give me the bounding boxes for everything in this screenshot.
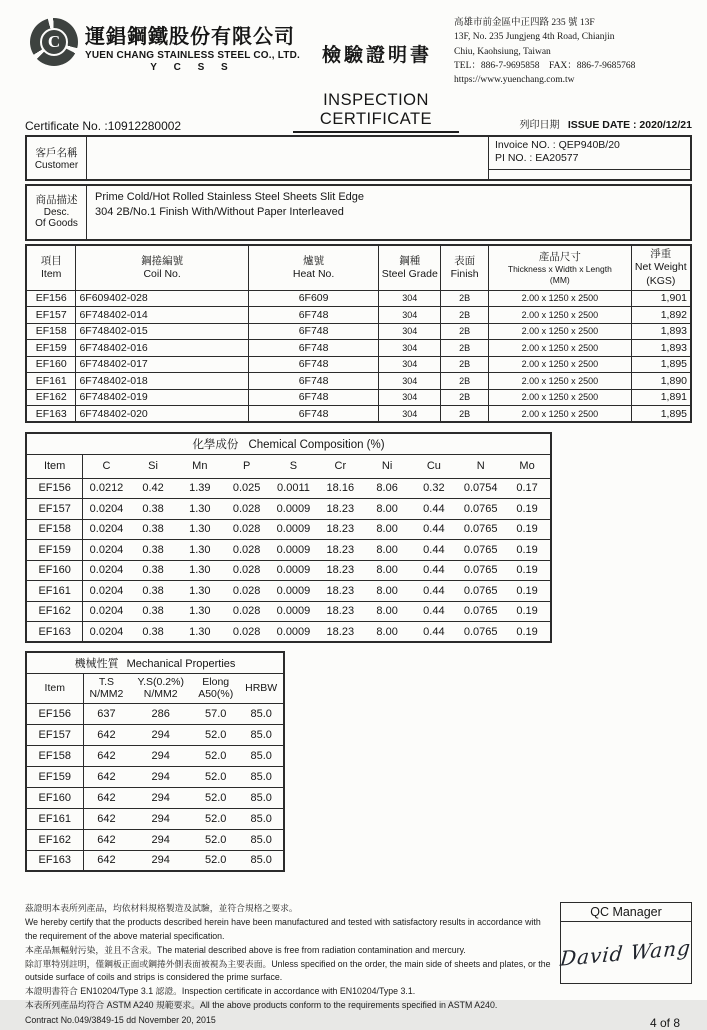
invoice-cell [488, 137, 690, 179]
note-line: 茲證明本表所列產品，均依材料規格製造及試驗，並符合規格之要求。 [25, 903, 298, 914]
table-cell: 294 [129, 745, 192, 766]
mechanical-properties-table [25, 651, 285, 872]
table-cell: 0.19 [504, 519, 551, 540]
company-name-cn: 運錩鋼鐵股份有限公司 [85, 26, 295, 48]
chem-col-cr: Cr [317, 454, 364, 478]
table-cell: 0.44 [411, 601, 458, 622]
goods-line1: Prime Cold/Hot Rolled Stainless Steel Sheets Slit Edge [95, 191, 365, 204]
table-cell: EF158 [26, 745, 83, 766]
table-cell: EF156 [26, 703, 83, 724]
table-cell: 1.30 [176, 601, 223, 622]
table-cell: 642 [83, 808, 129, 829]
chem-col-ni: Ni [364, 454, 411, 478]
customer-value [87, 137, 488, 179]
table-row [26, 323, 691, 340]
table-cell: 8.00 [364, 540, 411, 561]
table-cell: 2B [441, 406, 489, 423]
chemical-table-body [26, 478, 551, 642]
table-cell: 2B [441, 389, 489, 406]
certificate-number: Certificate No. :10912280002 [25, 119, 182, 134]
table-cell: 1.30 [176, 499, 223, 520]
table-cell: 294 [129, 829, 192, 850]
table-cell: 85.0 [239, 745, 284, 766]
table-cell: 304 [379, 323, 441, 340]
table-cell: 6F748402-018 [76, 373, 248, 390]
table-cell: 2B [441, 307, 489, 324]
mechanical-table-title: 機械性質 Mechanical Properties [26, 652, 284, 673]
note-line: 本產品無輻射污染，並且不含汞。The material described above is free from radiation contamination and mercury. [25, 944, 466, 955]
table-cell: 0.44 [411, 622, 458, 643]
table-cell: EF161 [26, 808, 83, 829]
goods-label-cn: 商品描述 [35, 194, 78, 207]
issue-date-value: ISSUE DATE : 2020/12/21 [567, 119, 692, 132]
company-name-en: YUEN CHANG STAINLESS STEEL CO., LTD. [85, 50, 300, 61]
table-cell: EF159 [26, 340, 76, 357]
customer-info-box [25, 135, 692, 181]
note-line: Contract No.049/3849-15 dd November 20, 2015 [25, 1014, 216, 1025]
product-table [25, 244, 692, 423]
table-cell: 2B [441, 340, 489, 357]
table-cell: EF159 [26, 540, 83, 561]
table-cell: 294 [129, 808, 192, 829]
table-cell: 18.23 [317, 581, 364, 602]
table-cell: 6F748 [248, 389, 379, 406]
table-cell: 0.42 [130, 478, 177, 499]
chemical-table-header [26, 433, 551, 478]
table-cell: 0.028 [223, 499, 270, 520]
table-cell: 57.0 [192, 703, 239, 724]
mechanical-table-header [26, 652, 284, 703]
table-cell: 0.0765 [457, 540, 504, 561]
table-cell: 294 [129, 766, 192, 787]
customer-label-cn: 客戶名稱 [35, 147, 78, 160]
table-cell: 0.38 [130, 581, 177, 602]
table-cell: 0.38 [130, 560, 177, 581]
table-cell: 0.028 [223, 601, 270, 622]
table-cell: 642 [83, 850, 129, 871]
company-logo-block [30, 12, 300, 73]
table-cell: 642 [83, 745, 129, 766]
table-cell: 85.0 [239, 808, 284, 829]
table-cell: 6F748402-014 [76, 307, 248, 324]
table-cell: 6F748402-019 [76, 389, 248, 406]
table-cell: 18.23 [317, 601, 364, 622]
goods-description-text [87, 186, 690, 239]
qc-signature: David Wang [559, 934, 693, 971]
table-cell: 18.23 [317, 540, 364, 561]
address-en-line2: Chiu, Kaohsiung, Taiwan [454, 46, 551, 57]
table-cell: 2.00 x 1250 x 2500 [489, 373, 631, 390]
table-row [26, 622, 551, 643]
table-cell: 0.38 [130, 622, 177, 643]
table-cell: 0.0765 [457, 519, 504, 540]
chem-col-n: N [457, 454, 504, 478]
table-row [26, 766, 284, 787]
chem-col-item: Item [26, 454, 83, 478]
document-title-en: INSPECTION CERTIFICATE [293, 91, 459, 133]
customer-label [27, 137, 87, 179]
table-cell: EF160 [26, 560, 83, 581]
table-cell: 642 [83, 724, 129, 745]
table-cell: 6F748 [248, 323, 379, 340]
table-cell: 6F748 [248, 356, 379, 373]
table-cell: EF159 [26, 766, 83, 787]
table-cell: 1.39 [176, 478, 223, 499]
table-row [26, 540, 551, 561]
table-cell: 0.0009 [270, 601, 317, 622]
table-cell: 0.44 [411, 560, 458, 581]
table-cell: 0.0212 [83, 478, 130, 499]
table-cell: EF163 [26, 850, 83, 871]
table-cell: 0.028 [223, 519, 270, 540]
table-cell: 2B [441, 373, 489, 390]
table-row [26, 601, 551, 622]
table-cell: 6F748402-015 [76, 323, 248, 340]
chemical-table-title: 化學成份 Chemical Composition (%) [26, 433, 551, 454]
table-row [26, 478, 551, 499]
col-dimensions: 產品尺寸 Thickness x Width x Length (MM) [489, 245, 631, 290]
table-cell: 52.0 [192, 787, 239, 808]
table-row [26, 703, 284, 724]
table-row [26, 356, 691, 373]
table-cell: 8.00 [364, 560, 411, 581]
table-cell: 1.30 [176, 622, 223, 643]
table-cell: 642 [83, 766, 129, 787]
table-cell: 0.0204 [83, 581, 130, 602]
table-cell: EF161 [26, 581, 83, 602]
table-cell: 8.00 [364, 581, 411, 602]
table-cell: 6F748 [248, 406, 379, 423]
note-line: 除訂單特別註明，僅鋼板正面或鋼捲外側表面被視為主要表面。Unless specified on the order, the main side of sheets and plates, or the outside surface of coils and strips is considered the prime surface. [25, 958, 551, 983]
table-row [26, 829, 284, 850]
mech-col-item: Item [26, 673, 83, 703]
table-cell: 0.19 [504, 581, 551, 602]
table-cell: 0.19 [504, 622, 551, 643]
certificate-line [25, 91, 692, 133]
table-cell: 18.23 [317, 519, 364, 540]
table-cell: 0.025 [223, 478, 270, 499]
table-cell: 0.38 [130, 601, 177, 622]
table-row [26, 519, 551, 540]
table-cell: 85.0 [239, 829, 284, 850]
footer [25, 902, 692, 1030]
table-row [26, 307, 691, 324]
mech-col-ys: Y.S(0.2%) N/MM2 [129, 673, 192, 703]
table-cell: 0.0765 [457, 601, 504, 622]
table-cell: 1,893 [631, 340, 691, 357]
table-cell: 0.0765 [457, 622, 504, 643]
chem-col-mo: Mo [504, 454, 551, 478]
table-cell: 1.30 [176, 540, 223, 561]
table-cell: 637 [83, 703, 129, 724]
col-net-weight: 淨重 Net Weight (KGS) [631, 245, 691, 290]
document-header [25, 12, 692, 87]
table-cell: 0.44 [411, 581, 458, 602]
table-cell: 0.19 [504, 560, 551, 581]
table-row [26, 745, 284, 766]
table-cell: 8.06 [364, 478, 411, 499]
table-cell: 85.0 [239, 703, 284, 724]
table-cell: EF162 [26, 829, 83, 850]
table-cell: 0.19 [504, 601, 551, 622]
address-en-line1: 13F, No. 235 Jungjeng 4th Road, Chianjin [454, 32, 615, 43]
table-cell: 304 [379, 406, 441, 423]
company-abbreviation: Y C S S [150, 62, 235, 73]
table-cell: 0.44 [411, 499, 458, 520]
address-cn: 高雄市前金區中正四路 235 號 13F [454, 18, 595, 28]
mech-col-hrbw: HRBW [239, 673, 284, 703]
table-cell: 2B [441, 356, 489, 373]
table-cell: 2.00 x 1250 x 2500 [489, 290, 631, 307]
table-cell: 642 [83, 787, 129, 808]
col-item: 項目 Item [26, 245, 76, 290]
table-cell: 2B [441, 323, 489, 340]
note-line: 本表所列產品均符合 ASTM A240 規範要求。All the above products conform to the requirements specified in ASTM A240. [25, 1000, 498, 1011]
table-cell: 304 [379, 307, 441, 324]
table-cell: 2B [441, 290, 489, 307]
table-cell: 18.23 [317, 622, 364, 643]
table-cell: 304 [379, 340, 441, 357]
table-cell: 0.0204 [83, 540, 130, 561]
table-cell: 52.0 [192, 829, 239, 850]
table-cell: 1,892 [631, 307, 691, 324]
chem-col-cu: Cu [411, 454, 458, 478]
table-cell: 0.0204 [83, 601, 130, 622]
table-cell: 1,890 [631, 373, 691, 390]
table-cell: 1.30 [176, 519, 223, 540]
table-cell: 85.0 [239, 724, 284, 745]
table-cell: 52.0 [192, 745, 239, 766]
logo-letter: C [40, 28, 68, 56]
table-cell: 2.00 x 1250 x 2500 [489, 356, 631, 373]
col-finish: 表面 Finish [441, 245, 489, 290]
table-cell: 2.00 x 1250 x 2500 [489, 307, 631, 324]
table-row [26, 808, 284, 829]
table-cell: 52.0 [192, 766, 239, 787]
issue-date-label-cn: 列印日期 [519, 120, 560, 132]
table-cell: 1,891 [631, 389, 691, 406]
mech-col-ts: T.S N/MM2 [83, 673, 129, 703]
invoice-lines [489, 137, 690, 169]
table-row [26, 389, 691, 406]
table-cell: 18.23 [317, 560, 364, 581]
product-table-body [26, 290, 691, 422]
table-cell: 642 [83, 829, 129, 850]
page-number: 4 of 8 [649, 1016, 680, 1030]
goods-line2: 304 2B/No.1 Finish With/Without Paper Interleaved [95, 205, 344, 218]
table-cell: 0.19 [504, 540, 551, 561]
table-cell: 0.0204 [83, 499, 130, 520]
table-cell: 0.028 [223, 560, 270, 581]
table-cell: EF162 [26, 601, 83, 622]
table-cell: 8.00 [364, 519, 411, 540]
table-cell: 294 [129, 787, 192, 808]
chem-col-s: S [270, 454, 317, 478]
table-cell: 0.0011 [270, 478, 317, 499]
company-names [85, 12, 300, 73]
issue-date [467, 116, 692, 133]
table-cell: 0.0009 [270, 540, 317, 561]
goods-label-en1: Desc. [43, 207, 70, 219]
table-cell: 0.028 [223, 540, 270, 561]
table-cell: 1,895 [631, 406, 691, 423]
certification-notes [25, 902, 555, 1030]
table-cell: 6F748402-016 [76, 340, 248, 357]
table-cell: 0.0765 [457, 560, 504, 581]
table-row [26, 560, 551, 581]
note-line: We hereby certify that the products described herein have been manufactured and tested with satisfactory results in accordance with the requirement of the above material specification. [25, 917, 541, 941]
product-table-header [26, 245, 691, 290]
table-cell: 85.0 [239, 766, 284, 787]
table-cell: 304 [379, 373, 441, 390]
company-logo-icon [30, 18, 78, 66]
goods-description-box [25, 184, 692, 241]
table-cell: 0.0204 [83, 560, 130, 581]
table-cell: 85.0 [239, 787, 284, 808]
qc-signature-box [560, 922, 692, 984]
table-cell: 0.0765 [457, 499, 504, 520]
table-cell: 2.00 x 1250 x 2500 [489, 323, 631, 340]
table-cell: 0.17 [504, 478, 551, 499]
col-heat-no: 爐號 Heat No. [248, 245, 379, 290]
table-cell: EF162 [26, 389, 76, 406]
table-cell: 0.0009 [270, 499, 317, 520]
table-cell: 0.0204 [83, 519, 130, 540]
table-cell: 0.0765 [457, 581, 504, 602]
table-cell: 2.00 x 1250 x 2500 [489, 406, 631, 423]
table-cell: 2.00 x 1250 x 2500 [489, 389, 631, 406]
table-cell: 0.028 [223, 581, 270, 602]
table-row [26, 581, 551, 602]
chem-col-c: C [83, 454, 130, 478]
table-cell: EF163 [26, 622, 83, 643]
col-coil-no: 鋼捲編號 Coil No. [76, 245, 248, 290]
note-line: 本證明書符合 EN10204/Type 3.1 認證。Inspection certificate in accordance with EN10204/Type 3.1. [25, 986, 416, 997]
table-cell: 85.0 [239, 850, 284, 871]
table-cell: EF156 [26, 478, 83, 499]
signature-column [560, 902, 692, 1030]
table-cell: 8.00 [364, 499, 411, 520]
table-cell: EF163 [26, 406, 76, 423]
table-cell: 52.0 [192, 808, 239, 829]
table-cell: EF161 [26, 373, 76, 390]
table-cell: 0.0754 [457, 478, 504, 499]
table-cell: EF156 [26, 290, 76, 307]
table-cell: 52.0 [192, 724, 239, 745]
table-cell: 1,893 [631, 323, 691, 340]
table-cell: EF160 [26, 356, 76, 373]
company-address-block [454, 12, 692, 87]
table-cell: 1,895 [631, 356, 691, 373]
table-cell: 8.00 [364, 622, 411, 643]
table-cell: 0.028 [223, 622, 270, 643]
table-cell: 18.16 [317, 478, 364, 499]
table-cell: 0.0009 [270, 560, 317, 581]
document-title-cn: 檢驗證明書 [321, 45, 432, 66]
table-cell: 0.0009 [270, 519, 317, 540]
table-cell: 0.44 [411, 519, 458, 540]
table-cell: 6F609 [248, 290, 379, 307]
table-cell: 0.38 [130, 540, 177, 561]
tel-fax: TEL：886-7-9695858 FAX：886-7-9685768 [454, 60, 636, 71]
table-cell: 8.00 [364, 601, 411, 622]
table-cell: EF157 [26, 724, 83, 745]
table-cell: 6F748402-017 [76, 356, 248, 373]
table-cell: 1.30 [176, 581, 223, 602]
table-row [26, 290, 691, 307]
table-cell: 0.0204 [83, 622, 130, 643]
chem-col-mn: Mn [176, 454, 223, 478]
table-row [26, 724, 284, 745]
chem-col-p: P [223, 454, 270, 478]
table-cell: EF160 [26, 787, 83, 808]
table-cell: 294 [129, 724, 192, 745]
table-cell: 0.32 [411, 478, 458, 499]
table-cell: 0.0009 [270, 581, 317, 602]
table-cell: EF158 [26, 519, 83, 540]
table-cell: 304 [379, 356, 441, 373]
table-cell: 6F748 [248, 373, 379, 390]
table-cell: 2.00 x 1250 x 2500 [489, 340, 631, 357]
table-row [26, 787, 284, 808]
table-cell: 6F748 [248, 340, 379, 357]
table-cell: 0.38 [130, 519, 177, 540]
table-cell: EF158 [26, 323, 76, 340]
table-cell: 0.44 [411, 540, 458, 561]
chemical-composition-table [25, 432, 552, 643]
table-cell: 18.23 [317, 499, 364, 520]
table-cell: 6F609402-028 [76, 290, 248, 307]
customer-label-en: Customer [34, 160, 79, 172]
table-cell: 304 [379, 389, 441, 406]
table-cell: 304 [379, 290, 441, 307]
pi-number: PI NO. : EA20577 [495, 152, 579, 165]
table-row [26, 406, 691, 423]
table-cell: EF157 [26, 307, 76, 324]
table-cell: EF157 [26, 499, 83, 520]
table-row [26, 373, 691, 390]
table-cell: 0.38 [130, 499, 177, 520]
table-cell: 52.0 [192, 850, 239, 871]
table-cell: 6F748402-020 [76, 406, 248, 423]
table-cell: 0.0009 [270, 622, 317, 643]
mech-col-elong: Elong A50(%) [192, 673, 239, 703]
table-row [26, 499, 551, 520]
mechanical-table-body [26, 703, 284, 871]
table-row [26, 340, 691, 357]
col-steel-grade: 鋼種 Steel Grade [379, 245, 441, 290]
website: https://www.yuenchang.com.tw [454, 75, 575, 85]
goods-label [27, 186, 87, 239]
table-cell: 1.30 [176, 560, 223, 581]
table-cell: 6F748 [248, 307, 379, 324]
chem-col-si: Si [130, 454, 177, 478]
invoice-number: Invoice NO. : QEP940B/20 [495, 139, 620, 152]
goods-label-en2: Of Goods [35, 218, 78, 230]
table-cell: 0.19 [504, 499, 551, 520]
table-cell: 286 [129, 703, 192, 724]
table-cell: 294 [129, 850, 192, 871]
qc-manager-label: QC Manager [560, 902, 692, 922]
table-cell: 1,901 [631, 290, 691, 307]
table-row [26, 850, 284, 871]
